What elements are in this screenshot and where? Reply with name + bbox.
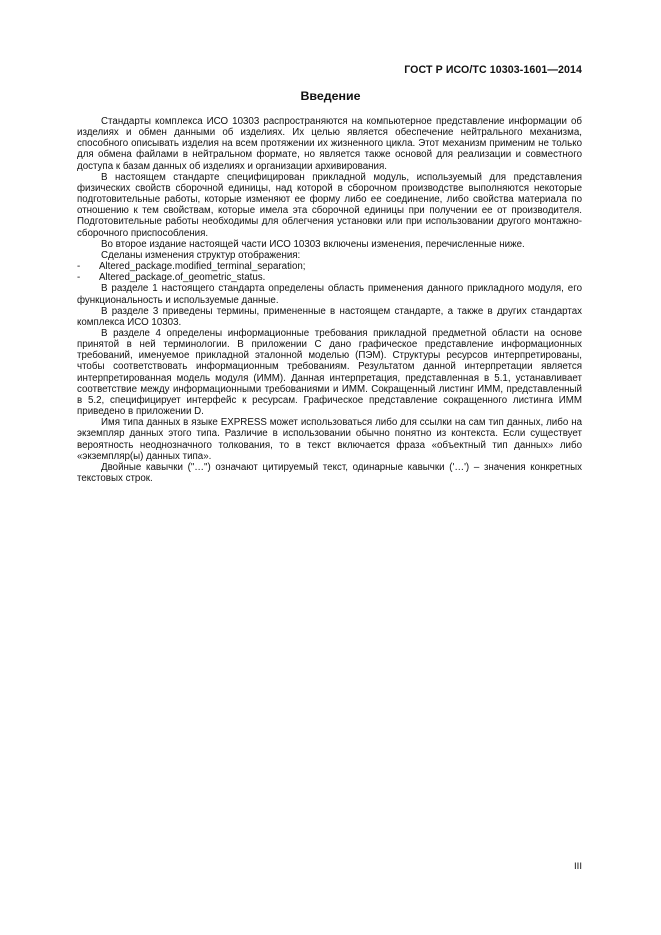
paragraph-module-scope: В настоящем стандарте специфицирован прикладной модуль, используемый для представления физических свойств сборочной единицы, над которой в сборочном производстве выполняются некоторые подготовительные работы, которые изменяют ее форму либо ее соединение, либо свойства материала по отношению к тем свойствам, которые имела эта сборочной единицы при получении ее от производителя. Подготовительные работы необходимы для облегчения установки или при использовании другого монтажно-сборочного приспособления.: [77, 171, 582, 239]
section-title: Введение: [300, 89, 361, 103]
paragraph-section-3: В разделе 3 приведены термины, примененные в настоящем стандарте, а также в других стандартах комплекса ИСО 10303.: [77, 305, 582, 328]
paragraph-mapping-changes: Сделаны изменения структур отображения:: [101, 249, 301, 261]
paragraph-second-edition: Во второе издание настоящей части ИСО 10303 включены изменения, перечисленные ниже.: [101, 238, 525, 250]
paragraph-express-types: Имя типа данных в языке EXPRESS может использоваться либо для ссылки на сам тип данных, либо на экземпляр данных этого типа. Различие в использовании обычно понятно из контекста. Если существует вероятность неоднозначного толкования, то в текст включается фраза «объектный тип данных» либо «экземпляр(ы) данных типа».: [77, 417, 582, 462]
paragraph-intro: Стандарты комплекса ИСО 10303 распространяются на компьютерное представление информации об изделиях и обмен данными об изделиях. Их целью является обеспечение нейтрального механизма, способного описывать изделия на всем протяжении их жизненного цикла. Этот механизм применим не только для обмена файлами в нейтральном формате, но является также основой для реализации и совместного доступа к базам данных об изделиях и организации архивирования.: [77, 116, 582, 172]
list-item-text: Altered_package.of_geometric_status.: [99, 272, 266, 284]
paragraph-quotes: Двойные кавычки ("…") означают цитируемый текст, одинарные кавычки ('…') – значения конкретных текстовых строк.: [77, 461, 582, 484]
paragraph-section-4: В разделе 4 определены информационные требования прикладной предметной области на основе принятой в ней терминологии. В приложении С дано графическое представление информационных требований, именуемое прикладной эталонной моделью (ПЭМ). Структуры ресурсов интерпретированы, чтобы соответствовать информационным требованиям. Результатом данной интерпретации является интерпретированная модель модуля (ИММ). Данная интерпретация, представленная в 5.1, устанавливает соответствие между информационными требованиями и ИММ. Сокращенный листинг ИММ, представленный в 5.2, специфицирует интерфейс к ресурсам. Графическое представление сокращенного листинга ИММ приведено в приложении D.: [77, 327, 582, 418]
list-marker: -: [77, 272, 81, 284]
list-item-text: Altered_package.modified_terminal_separation;: [99, 261, 306, 273]
page-number: III: [574, 861, 582, 872]
list-item: [77, 272, 582, 283]
paragraph-section-1: В разделе 1 настоящего стандарта определены область применения данного прикладного модуля, его функциональность и используемые данные.: [77, 283, 582, 306]
list-item: [77, 261, 582, 272]
body-text: [77, 116, 582, 484]
document-code: ГОСТ Р ИСО/ТС 10303-1601—2014: [404, 64, 582, 76]
list-marker: -: [77, 261, 81, 273]
